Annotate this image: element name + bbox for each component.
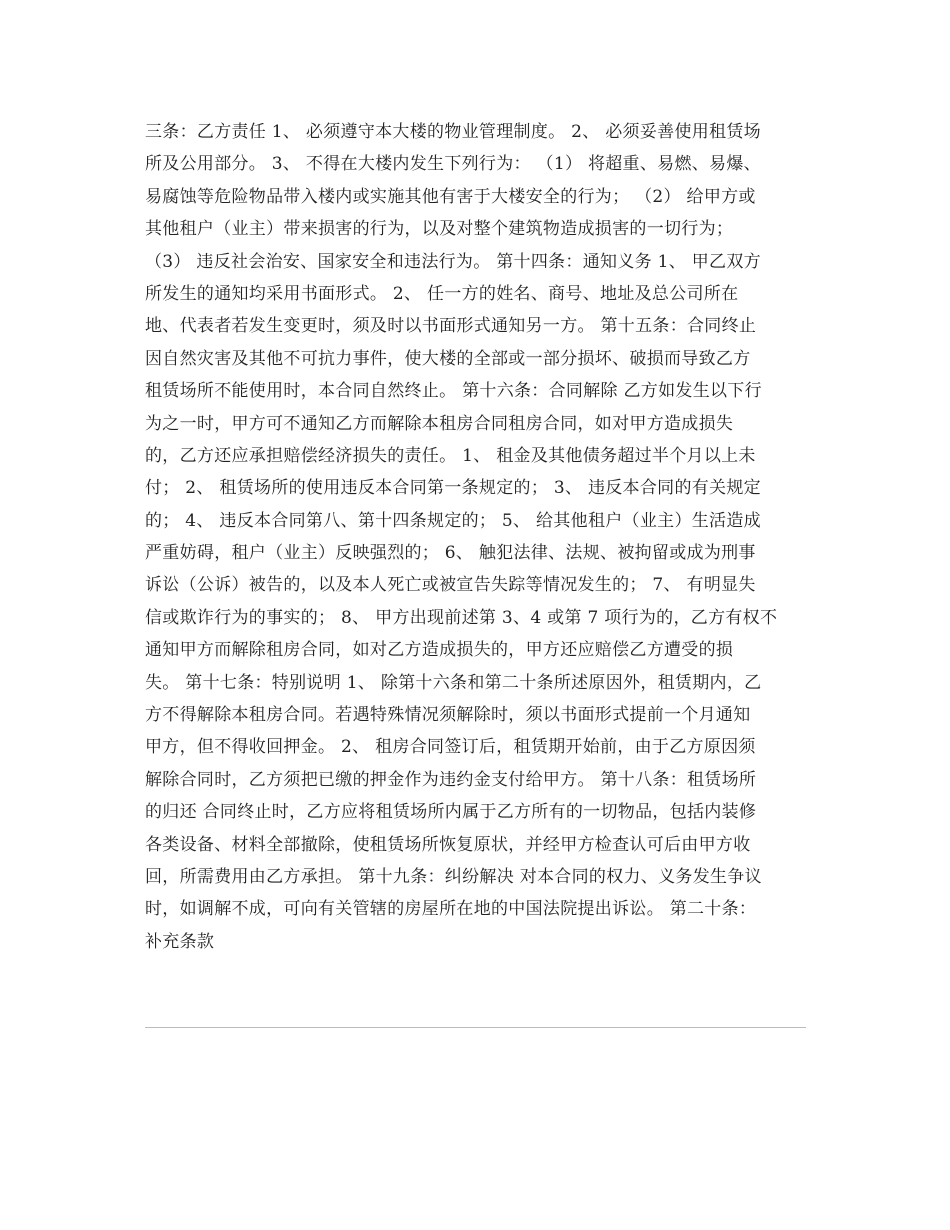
text-line: 方不得解除本租房合同。若遇特殊情况须解除时，须以书面形式提前一个月通知 [145, 705, 751, 726]
text-line: 失。 第十七条：特别说明 1、 除第十六条和第二十条所述原因外，租赁期内，乙 [145, 672, 762, 693]
text-line: 因自然灾害及其他不可抗力事件，使大楼的全部或一部分损坏、破损而导致乙方 [145, 348, 751, 369]
text-line: 甲方，但不得收回押金。 2、 租房合同签订后，租赁期开始前，由于乙方原因须 [145, 737, 756, 758]
text-line: 补充条款 [145, 931, 215, 952]
text-line: 通知甲方而解除租房合同，如对乙方造成损失的，甲方还应赔偿乙方遭受的损 [145, 640, 734, 661]
text-line: 诉讼（公诉）被告的，以及本人死亡或被宣告失踪等情况发生的； 7、 有明显失 [145, 575, 756, 596]
text-line: 三条：乙方责任 1、 必须遵守本大楼的物业管理制度。 2、 必须妥善使用租赁场 [145, 122, 761, 142]
text-line: 地、代表者若发生变更时，须及时以书面形式通知另一方。 第十五条：合同终止 [145, 316, 757, 337]
text-line: （3） 违反社会治安、国家安全和违法行为。 第十四条：通知义务 1、 甲乙双方 [145, 251, 761, 272]
text-line: 各类设备、材料全部撤除，使租赁场所恢复原状，并经甲方检查认可后由甲方收 [145, 834, 751, 855]
text-line: 的； 4、 违反本合同第八、第十四条规定的； 5、 给其他租户（业主）生活造成 [145, 510, 761, 531]
text-line: 严重妨碍，租户（业主）反映强烈的； 6、 触犯法律、法规、被拘留或成为刑事 [145, 543, 756, 564]
text-line: 信或欺诈行为的事实的； 8、 甲方出现前述第 3、4 或第 7 项行为的，乙方有权不 [145, 607, 778, 628]
text-line: 其他租户（业主）带来损害的行为，以及对整个建筑物造成损害的一切行为； [145, 219, 734, 240]
text-line: 的归还 合同终止时，乙方应将租赁场所内属于乙方所有的一切物品，包括内装修 [145, 802, 757, 823]
text-line: 易腐蚀等危险物品带入楼内或实施其他有害于大楼安全的行为； （2） 给甲方或 [145, 186, 756, 207]
text-line: 租赁场所不能使用时，本合同自然终止。 第十六条：合同解除 乙方如发生以下行 [145, 381, 762, 402]
text-line: 时，如调解不成，可向有关管辖的房屋所在地的中国法院提出诉讼。 第二十条： [145, 899, 757, 920]
text-line: 回，所需费用由乙方承担。 第十九条：纠纷解决 对本合同的权力、义务发生争议 [145, 866, 762, 887]
contract-body-text [145, 116, 809, 958]
text-line: 解除合同时，乙方须把已缴的押金作为违约金支付给甲方。 第十八条：租赁场所 [145, 769, 757, 790]
text-line: 所及公用部分。 3、 不得在大楼内发生下列行为： （1） 将超重、易燃、易爆、 [145, 154, 761, 175]
text-line: 为之一时，甲方可不通知乙方而解除本租房合同租房合同，如对甲方造成损失 [145, 413, 734, 434]
text-line: 付； 2、 租赁场所的使用违反本合同第一条规定的； 3、 违反本合同的有关规定 [145, 478, 761, 499]
footer-divider [145, 1027, 806, 1028]
text-line: 的，乙方还应承担赔偿经济损失的责任。 1、 租金及其他债务超过半个月以上未 [145, 445, 756, 466]
text-line: 所发生的通知均采用书面形式。 2、 任一方的姓名、商号、地址及总公司所在 [145, 283, 739, 304]
